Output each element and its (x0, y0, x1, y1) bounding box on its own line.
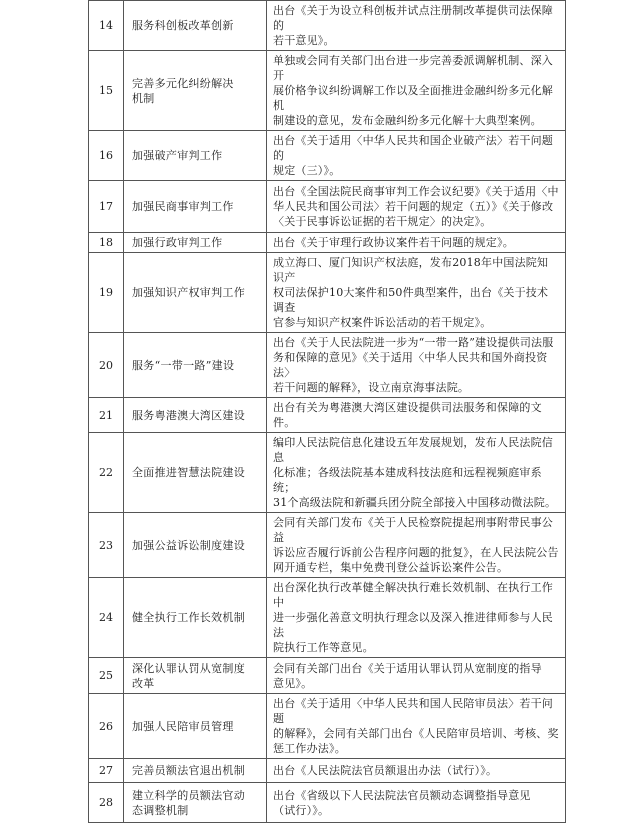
row-item: 完善多元化纠纷解决 机制 (124, 51, 267, 131)
row-content: 出台深化执行改革健全解决执行难长效机制、在执行工作中 进一步强化善意文明执行理念以及深入推进律师参与人民法 院执行工作等意见。 (267, 578, 566, 658)
row-number: 26 (89, 694, 124, 759)
row-number: 14 (89, 1, 124, 51)
row-content: 编印人民法院信息化建设五年发展规划，发布人民法院信息 化标准；各级法院基本建成科技法庭和远程视频庭审系统； 31个高级法院和新疆兵团分院全部接入中国移动微法院。 (267, 433, 566, 513)
row-number: 22 (89, 433, 124, 513)
row-item: 服务“一带一路”建设 (124, 333, 267, 398)
row-content: 会同有关部门出台《关于适用认罪认罚从宽制度的指导 意见》。 (267, 658, 566, 694)
row-number: 16 (89, 131, 124, 181)
row-item: 全面推进智慧法院建设 (124, 433, 267, 513)
table-row (89, 513, 566, 578)
table-body (89, 1, 566, 823)
row-item: 服务科创板改革创新 (124, 1, 267, 51)
row-number: 21 (89, 398, 124, 433)
row-item: 深化认罪认罚从宽制度 改革 (124, 658, 267, 694)
table-row (89, 783, 566, 823)
table-row (89, 433, 566, 513)
table-row (89, 233, 566, 253)
table-row (89, 253, 566, 333)
table-row (89, 658, 566, 694)
row-content: 出台《关于为设立科创板并试点注册制改革提供司法保障的 若干意见》。 (267, 1, 566, 51)
row-content: 出台《关于适用〈中华人民共和国人民陪审员法〉若干问题 的解释》，会同有关部门出台《人民陪审员培训、考核、奖 惩工作办法》。 (267, 694, 566, 759)
table-row (89, 333, 566, 398)
row-content: 成立海口、厦门知识产权法庭，发布2018年中国法院知识产 权司法保护10大案件和50件典型案件，出台《关于技术调查 官参与知识产权案件诉讼活动的若干规定》。 (267, 253, 566, 333)
table-row (89, 131, 566, 181)
row-item: 加强民商事审判工作 (124, 181, 267, 233)
row-content: 会同有关部门发布《关于人民检察院提起刑事附带民事公益 诉讼应否履行诉前公告程序问题的批复》，在人民法院公告 网开通专栏，集中免费刊登公益诉讼案件公告。 (267, 513, 566, 578)
row-number: 25 (89, 658, 124, 694)
row-number: 20 (89, 333, 124, 398)
row-number: 18 (89, 233, 124, 253)
row-content: 出台有关为粤港澳大湾区建设提供司法服务和保障的文件。 (267, 398, 566, 433)
row-number: 17 (89, 181, 124, 233)
row-item: 加强知识产权审判工作 (124, 253, 267, 333)
row-number: 15 (89, 51, 124, 131)
table-row (89, 1, 566, 51)
row-content: 出台《人民法院法官员额退出办法（试行）》。 (267, 759, 566, 783)
table-row (89, 759, 566, 783)
row-item: 建立科学的员额法官动 态调整机制 (124, 783, 267, 823)
row-content: 出台《关于适用〈中华人民共和国企业破产法〉若干问题的 规定（三）》。 (267, 131, 566, 181)
row-item: 加强行政审判工作 (124, 233, 267, 253)
row-content: 出台《关于人民法院进一步为“一带一路”建设提供司法服 务和保障的意见》《关于适用〈中华人民共和国外商投资法〉 若干问题的解释》，设立南京海事法院。 (267, 333, 566, 398)
row-item: 加强破产审判工作 (124, 131, 267, 181)
row-number: 28 (89, 783, 124, 823)
row-content: 出台《关于审理行政协议案件若干问题的规定》。 (267, 233, 566, 253)
row-item: 健全执行工作长效机制 (124, 578, 267, 658)
row-item: 加强人民陪审员管理 (124, 694, 267, 759)
row-item: 加强公益诉讼制度建设 (124, 513, 267, 578)
reform-table (88, 0, 566, 823)
table-row (89, 694, 566, 759)
row-number: 19 (89, 253, 124, 333)
row-number: 23 (89, 513, 124, 578)
row-content: 出台《全国法院民商事审判工作会议纪要》《关于适用〈中 华人民共和国公司法〉若干问题的规定（五）》《关于修改 〈关于民事诉讼证据的若干规定〉的决定》。 (267, 181, 566, 233)
row-content: 单独或会同有关部门出台进一步完善委派调解机制、深入开 展价格争议纠纷调解工作以及全面推进金融纠纷多元化解机 制建设的意见，发布金融纠纷多元化解十大典型案例。 (267, 51, 566, 131)
row-item: 完善员额法官退出机制 (124, 759, 267, 783)
table-row (89, 398, 566, 433)
row-content: 出台《省级以下人民法院法官员额动态调整指导意见 （试行）》。 (267, 783, 566, 823)
table-row (89, 578, 566, 658)
row-item: 服务粤港澳大湾区建设 (124, 398, 267, 433)
row-number: 24 (89, 578, 124, 658)
table-row (89, 181, 566, 233)
table-row (89, 51, 566, 131)
row-number: 27 (89, 759, 124, 783)
